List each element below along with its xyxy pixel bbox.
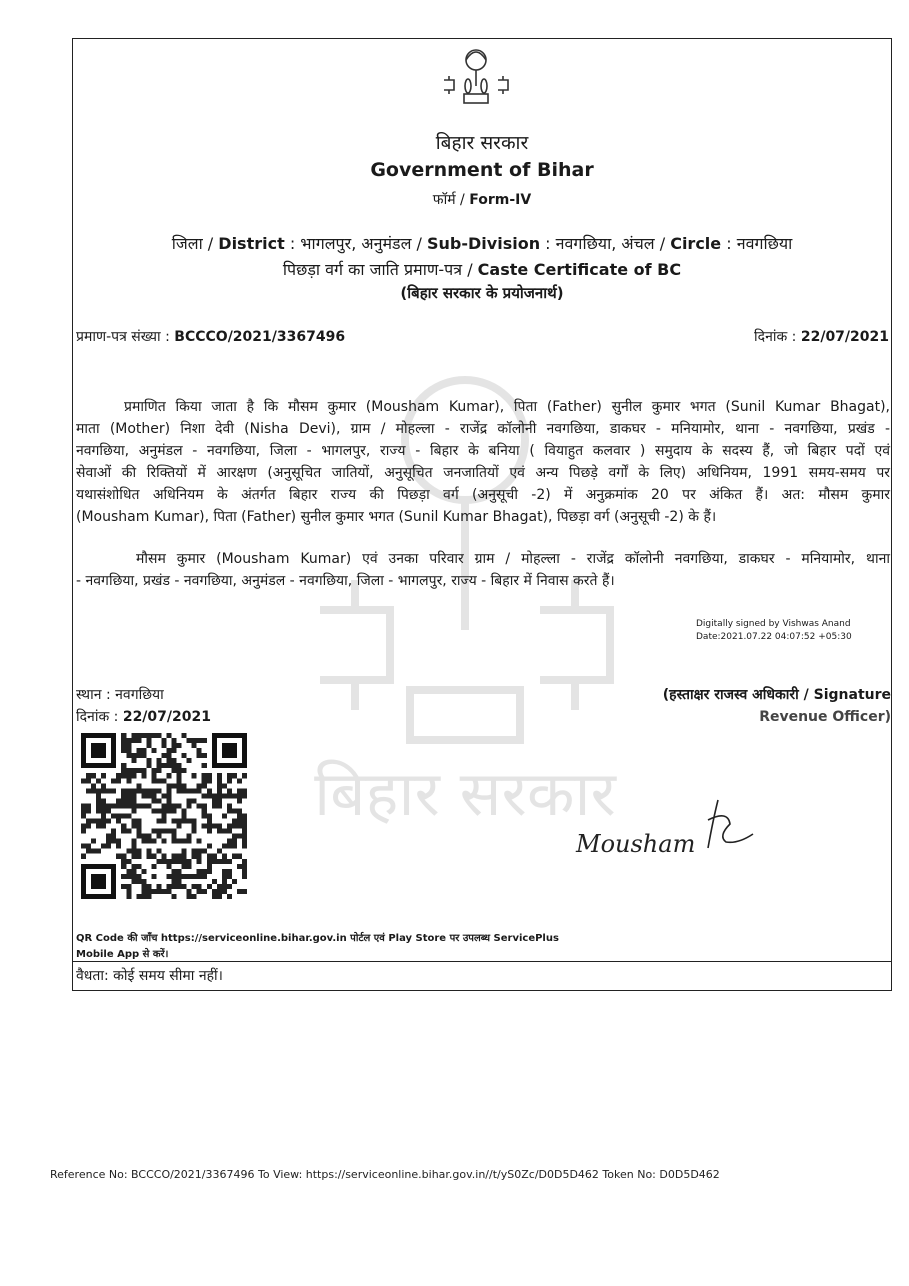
certificate-body-para1 — [76, 396, 890, 528]
reference-footer: Reference No: BCCCO/2021/3367496 To View: https://serviceonline.bihar.gov.in//t/yS0Zc/D0D5D462 Token No: D0D5D462 — [50, 1168, 720, 1181]
validity-text: वैधता: कोई समय सीमा नहीं। — [76, 968, 223, 984]
form-title: फॉर्म / Form-IV — [432, 192, 532, 208]
signature-officer: Revenue Officer) — [759, 709, 891, 725]
qr-verification-note — [76, 931, 559, 963]
certificate-number: प्रमाण-पत्र संख्या : BCCCO/2021/3367496 — [76, 329, 346, 345]
qr-note-line1: QR Code की जाँच https://serviceonline.bihar.gov.in पोर्टल एवं Play Store पर उपलब्ध ServicePlus — [76, 933, 559, 944]
purpose-line: (बिहार सरकार के प्रयोजनार्थ) — [400, 284, 564, 302]
validity-divider — [72, 961, 892, 962]
place-line: स्थान : नवगछिया — [76, 687, 164, 703]
qr-note-line2: Mobile App से करें। — [76, 949, 169, 960]
signature-block — [663, 684, 891, 728]
para2-line: - नवगछिया, प्रखंड - नवगछिया, अनुमंडल - नवगछिया, जिला - भागलपुर, राज्य - बिहार में निवास करते हैं। — [76, 573, 615, 589]
digital-signature — [696, 618, 852, 644]
para1-line: सेवाओं की रिक्तियों में आरक्षण (अनुसूचित जातियों, अनुसूचित जनजातियों एवं अन्य पिछड़े वर्गों के लिए) अधिनियम, 1991 समय-समय पर — [76, 465, 890, 481]
district-line: जिला / District : भागलपुर, अनुमंडल / Sub-Division : नवगछिया, अंचल / Circle : नवगछिया — [171, 234, 793, 253]
para1-line: माता (Mother) निशा देवी (Nisha Devi), ग्राम / मोहल्ला - राजेंद्र कॉलोनी नवगछिया, डाकघर - मनियामोर, थाना - नवगछिया, प्रखंड - — [76, 421, 890, 437]
caste-title: पिछड़ा वर्ग का जाति प्रमाण-पत्र / Caste Certificate of BC — [282, 260, 682, 279]
issue-date-line: दिनांक : 22/07/2021 — [76, 709, 211, 725]
para2-line: मौसम कुमार (Mousham Kumar) एवं उनका परिवार ग्राम / मोहल्ला - राजेंद्र कॉलोनी नवगछिया, डाकघर - मनियामोर, थाना — [136, 551, 890, 567]
para1-line: (Mousham Kumar), पिता (Father) सुनील कुमार भगत (Sunil Kumar Bhagat), पिछड़ा वर्ग (अनुसूची -2) के हैं। — [76, 509, 717, 525]
certificate-date: दिनांक : 22/07/2021 — [754, 329, 889, 345]
para1-line: नवगछिया, अनुमंडल - नवगछिया, जिला - भागलपुर, राज्य - बिहार के बनिया ( वियाहुत कलवार ) समुदाय के सदस्य हैं, जो बिहार पदों एवं — [76, 443, 890, 459]
handwritten-name: Mousham — [576, 830, 696, 858]
gov-title-english: Government of Bihar — [370, 159, 594, 181]
digital-signature-by: Digitally signed by Vishwas Anand — [696, 619, 851, 629]
gov-title-hindi: बिहार सरकार — [435, 132, 529, 154]
para1-line: प्रमाणित किया जाता है कि मौसम कुमार (Mousham Kumar), पिता (Father) सुनील कुमार भगत (Sunil Kumar Bhagat), — [124, 399, 890, 415]
bihar-emblem-icon — [430, 46, 522, 108]
watermark-text: बिहार सरकार — [314, 757, 616, 830]
qr-code[interactable] — [80, 733, 248, 899]
handwritten-signature — [568, 790, 778, 870]
place-date-block — [76, 684, 211, 728]
digital-signature-date: Date:2021.07.22 04:07:52 +05:30 — [696, 632, 852, 642]
para1-line: यथासंशोधित अधिनियम के अंतर्गत बिहार राज्य की पिछड़ा वर्ग (अनुसूची -2) में अनुक्रमांक 20 पर अंकित हैं। अत: मौसम कुमार — [76, 487, 890, 503]
certificate-body-para2 — [76, 548, 890, 592]
signature-label: (हस्ताक्षर राजस्व अधिकारी / Signature — [662, 687, 891, 703]
